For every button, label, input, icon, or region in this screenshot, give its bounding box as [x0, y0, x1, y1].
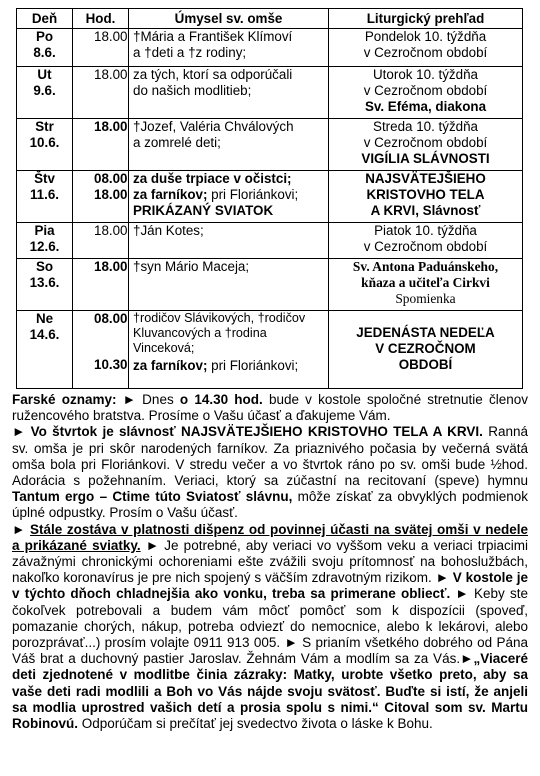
hours-cell: 18.00: [73, 119, 129, 171]
day-cell: Str 10.6.: [17, 119, 73, 171]
header-liturgy: Liturgický prehľad: [329, 9, 523, 29]
mass-schedule-table: [16, 8, 523, 389]
intention-cell: za tých, ktorí sa odporúčali do našich modlitieb;: [129, 67, 329, 119]
day-cell: Ne 14.6.: [17, 311, 73, 389]
intention-cell: †syn Mário Maceja;: [129, 259, 329, 311]
intention-cell: †rodičov Slávikových, †rodičov Kluvancových a †rodina Vinceková; za farníkov; pri Floriánkovi;: [129, 311, 329, 389]
liturgy-cell: Utorok 10. týždňa v Cezročnom období Sv. Eféma, diakona: [329, 67, 523, 119]
liturgy-cell: JEDENÁSTA NEDEĽA V CEZROČNOM OBDOBÍ: [329, 311, 523, 389]
day-cell: Pia 12.6.: [17, 223, 73, 259]
intention-cell: †Jozef, Valéria Chválových a zomrelé deti;: [129, 119, 329, 171]
intention-cell: za duše trpiace v očistci; za farníkov; pri Floriánkovi; PRIKÁZANÝ SVIATOK: [129, 171, 329, 223]
hours-cell: 18.00: [73, 29, 129, 67]
table-row: [17, 67, 523, 119]
liturgy-cell: Streda 10. týždňa v Cezročnom období VIGÍLIA SLÁVNOSTI: [329, 119, 523, 171]
hours-cell: 08.00 18.00: [73, 171, 129, 223]
liturgy-cell: Piatok 10. týždňa v Cezročnom období: [329, 223, 523, 259]
table-row: [17, 171, 523, 223]
table-row: [17, 29, 523, 67]
announcement-paragraph: Farské oznamy: ► Dnes o 14.30 hod. bude v kostole spoločné stretnutie členov ružencového bratstva. Prosíme o Vašu účasť a ďakujeme Vám.: [12, 392, 528, 424]
header-day: Deň: [17, 9, 73, 29]
intention-cell: †Ján Kotes;: [129, 223, 329, 259]
liturgy-cell: Pondelok 10. týždňa v Cezročnom období: [329, 29, 523, 67]
hours-cell: 08.00 10.30: [73, 311, 129, 389]
day-cell: So 13.6.: [17, 259, 73, 311]
parish-announcements: [12, 392, 528, 732]
hours-cell: 18.00: [73, 259, 129, 311]
table-row: [17, 119, 523, 171]
header-intention: Úmysel sv. omše: [129, 9, 329, 29]
hours-cell: 18.00: [73, 223, 129, 259]
day-cell: Po 8.6.: [17, 29, 73, 67]
table-row: [17, 223, 523, 259]
header-hours: Hod.: [73, 9, 129, 29]
intention-cell: †Mária a František Klímoví a †deti a †z rodiny;: [129, 29, 329, 67]
hours-cell: 18.00: [73, 67, 129, 119]
table-header-row: [17, 9, 523, 29]
liturgy-cell: Sv. Antona Paduánskeho, kňaza a učiteľa Cirkvi Spomienka: [329, 259, 523, 311]
day-cell: Ut 9.6.: [17, 67, 73, 119]
table-row: [17, 311, 523, 389]
announcement-paragraph: ► Vo štvrtok je slávnosť NAJSVÄTEJŠIEHO KRISTOVHO TELA A KRVI. Ranná sv. omša je pri skôr narodených farníkov. Za priaznivého počasia by večerná svätá omša bola pri Floriánkovi. V stredu večer a vo štvrtok ráno po sv. omši bude ½hod. Adorácia s požehnaním. Veriaci, ktorý sa zúčastní na recitovaní (speve) hymnu Tantum ergo – Ctime túto Sviatosť slávnu, môže získať za obvyklých podmienok úplné odpustky. Prosím o Vašu účasť.: [12, 424, 528, 521]
announcement-paragraph: ► Stále zostáva v platnosti dišpenz od povinnej účasti na svätej omši v nedele a prikázané sviatky. ► Je potrebné, aby veriaci vo vyššom veku a veriaci trpiacimi závažnými chronickými ochoreniami ešte zvážili svoju prítomnosť na bohoslužbách, nakoľko koronavírus je pre nich spojený s väčším zdravotným rizikom. ► V kostole je v týchto dňoch chladnejšia ako vonku, treba sa primerane obliecť. ► Keby ste čokoľvek potrebovali a budem vám môcť pomôcť som k dispozícii (spoveď, pomazanie chorých, nákup, potreba odviezť do nemocnice, alebo k lekárovi, alebo porozprávať...) prosím volajte 0911 913 005. ► S prianím všetkého dobrého od Pána Váš brat a duchovný pastier Jaroslav. Žehnám Vám a modlím sa za Vás.►„Viaceré deti zjednotené v modlitbe činia zázraky: Matky, urobte všetko preto, aby sa vaše deti radi modlili a Boh vo Vás nájde svoju svätosť. Buďte si istí, že anjeli sa modlia uprostred vašich detí a prosia spolu s nimi.“ Citoval som sv. Martu Robinovú. Odporúčam si prečítať jej svedectvo života o láske k Bohu.: [12, 521, 528, 732]
day-cell: Štv 11.6.: [17, 171, 73, 223]
table-row: [17, 259, 523, 311]
liturgy-cell: NAJSVÄTEJŠIEHO KRISTOVHO TELA A KRVI, Slávnosť: [329, 171, 523, 223]
